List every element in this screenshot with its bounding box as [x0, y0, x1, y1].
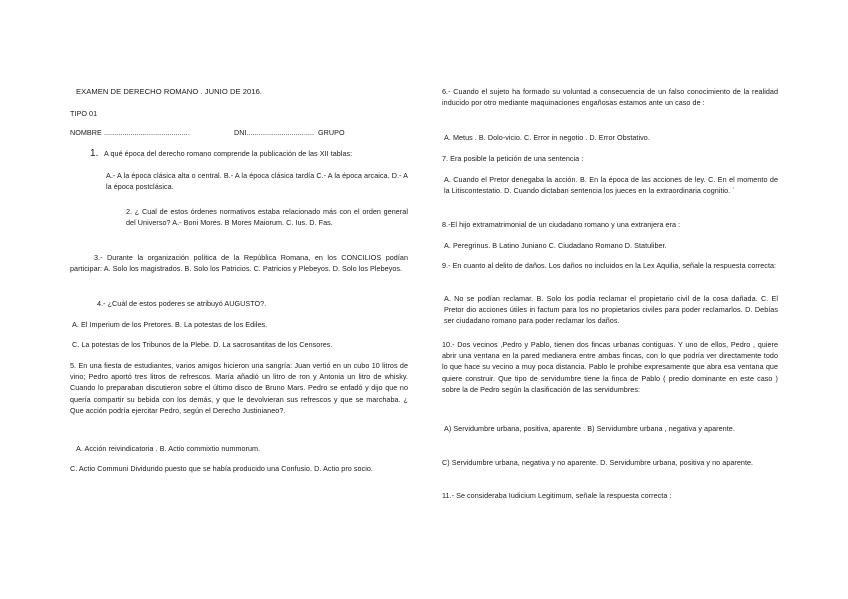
question-5-options-cd: C. Actio Communi Dividundo puesto que se había producido una Confusio. D. Actio pro socio.	[70, 464, 373, 473]
question-3: 3.- Durante la organización política de la República Romana, en los CONCILIOS podían participar: A. Solo los magistrados. B. Solo los Patricios. C. Patricios y Plebeyos. D. Solo los Plebeyos.	[70, 253, 408, 274]
question-7-options: A. Cuando el Pretor denegaba la acción. B. En la época de las acciones de ley. C. En el momento de la Litiscontestatio. D. Cuando dictaban sentencia los jueces en la extraordinaria cognitio. ´	[444, 175, 778, 196]
question-4-options-cd: C. La potestas de los Tribunos de la Plebe. D. La sacrosantitas de los Censores.	[72, 340, 333, 349]
exam-type: TIPO 01	[70, 109, 98, 118]
question-9-options: A. No se podían reclamar. B. Solo los podía reclamar el propietario civil de la cosa dañada. C. El Pretor dio acciones útiles in factum para los no propietarios civiles para poder reclamarlos. D. Debías ser ciudadano romano para poder reclamar los daños.	[444, 294, 778, 326]
question-8: 8.-El hijo extramatrimonial de un ciudadano romano y una extranjera era :	[442, 220, 681, 229]
question-8-options: A. Peregrinus. B Latino Juniano C. Ciudadano Romano D. Statuliber.	[444, 241, 667, 250]
question-5: 5. En una fiesta de estudiantes, varios amigos hicieron una sangría: Juan vertió en un cubo 10 litros de vino; Pedro aportó tres litros de refrescos. María añadió un litro de ron y Antonia un litro de whisky. Cuando lo preparaban discutieron sobre el último disco de Bruno Mars. Pedro se enfadó y dijo que no quería compartir su bebida con los demás, y que le devolvieran sus refrescos y que se marchaba. ¿ Que acción podría ejercitar Pedro, según el Derecho Justinianeo?.	[70, 361, 408, 415]
group-field: GRUPO	[318, 128, 345, 137]
question-4-options-ab: A. El Imperium de los Pretores. B. La potestas de los Ediles.	[72, 320, 268, 329]
question-11: 11.- Se consideraba Iudicium Legitimum, señale la respuesta correcta :	[442, 491, 672, 500]
question-7: 7. Era posible la petición de una sentencia :	[442, 154, 584, 163]
question-1-options: A.- A la época clásica alta o central. B.- A la época clásica tardía C.- A la época arcaica. D.- A la época postclásica.	[106, 171, 408, 192]
question-1	[90, 148, 408, 159]
question-6-options: A. Metus . B. Dolo-vicio. C. Error in negotio . D. Error Obstativo.	[444, 133, 650, 142]
question-6: 6.- Cuando el sujeto ha formado su voluntad a consecuencia de un falso conocimiento de la realidad inducido por otro mediante maquinaciones engañosas estamos ante un caso de :	[442, 87, 778, 108]
exam-title: EXAMEN DE DERECHO ROMANO . JUNIO DE 2016.	[76, 87, 263, 96]
question-5-options-ab: A. Acción reivindicatoria . B. Actio commixtio nummorum.	[76, 444, 261, 453]
question-2: 2. ¿ Cual de estos órdenes normativos estaba relacionado más con el orden general del Universo? A.- Boni Mores. B Mores Maiorum. C. Ius. D. Fas.	[126, 207, 408, 228]
dni-field: DNI.................................	[234, 128, 315, 137]
question-10: 10.- Dos vecinos ,Pedro y Pablo, tienen dos fincas urbanas contiguas. Y uno de ellos, Pedro , quiere abrir una ventana en la pared medianera entre ambas fincas, con lo que podría ver directamente todo lo que hace su vecino a muy poca distancia. Pablo le prohibe expresamente que abra esa ventana que quiere construir. Que tipo de servidumbre tiene la finca de Pablo ( predio dominante en este caso ) sobre la de Pedro según la clasificación de las servidumbres:	[442, 340, 778, 394]
question-10-options-cd: C) Servidumbre urbana, negativa y no aparente. D. Servidumbre urbana, positiva y no aparente.	[442, 458, 754, 467]
question-4: 4.- ¿Cuál de estos poderes se atribuyó AUGUSTO?.	[97, 299, 267, 308]
question-1-text: A qué época del derecho romano comprende la publicación de las XII tablas:	[104, 149, 353, 158]
question-9: 9.- En cuanto al delito de daños. Los daños no incluidos en la Lex Aquilia, señale la respuesta correcta:	[442, 261, 777, 270]
question-10-options-ab: A) Servidumbre urbana, positiva, aparente . B) Servidumbre urbana , negativa y aparente.	[444, 424, 735, 433]
question-1-number: 1.	[90, 148, 99, 159]
name-field: NOMBRE ..........................................	[70, 128, 190, 137]
